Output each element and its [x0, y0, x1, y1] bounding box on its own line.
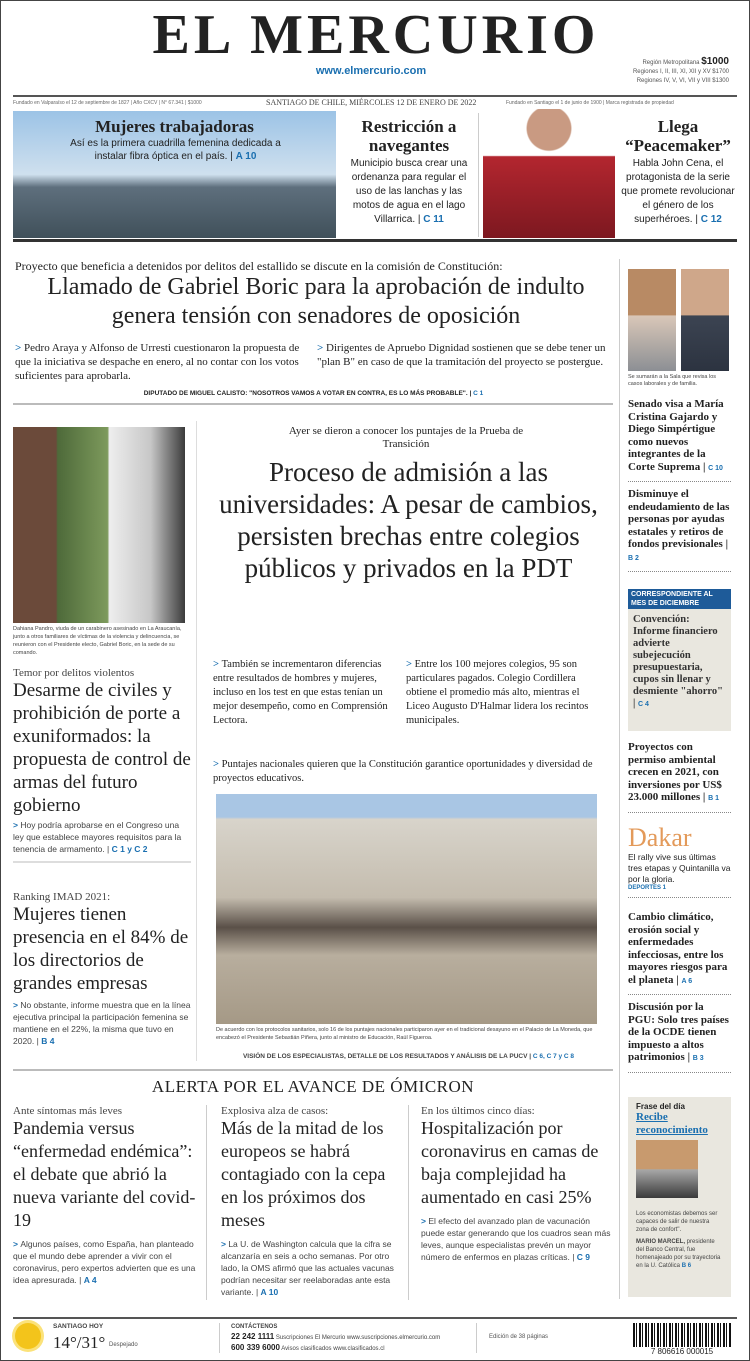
- phone-2-text: Avisos clasificados www.clasificados.cl: [281, 1346, 385, 1352]
- main-bullet-1: > También se incrementaron diferencias entre resultados de hombres y mujeres, incluso en los test en que estas tenían un mejor desempeño, como en Comprensión Lectora.: [213, 658, 403, 728]
- armas-text: > Hoy podría aprobarse en el Congreso una ley que establece mayores requisitos para la tenencia de armamento. | C 1 y C 2: [13, 819, 191, 855]
- boric-kicker: Proyecto que beneficia a detenidos por delitos del estallido se discute en la comisión de Constitución:: [15, 259, 503, 273]
- main-headline[interactable]: Proceso de admisión a las universidades: A pesar de cambios, persisten brechas entre colegios públicos y privados en la PDT: [219, 457, 598, 583]
- right-item-pgu[interactable]: Discusión por la PGU: Solo tres países de la OCDE tienen impuesto a altos patrimonios | B 3: [628, 995, 731, 1073]
- dakar-story[interactable]: [628, 824, 731, 898]
- price-label: Región Metropolitana: [642, 60, 700, 66]
- mujeres-kicker: Ranking IMAD 2021:: [13, 891, 111, 903]
- dakar-title: Dakar: [628, 823, 692, 852]
- contact-label: CONTÁCTENOS: [231, 1324, 278, 1330]
- boric-col2: > Dirigentes de Apruebo Dignidad sostienen que se debe tener un "plan B" en caso de que la tramitación del proyecto se postergue.: [317, 341, 612, 369]
- right-item-cambio-climatico[interactable]: Cambio climático, erosión social y enfermedades infecciosas, entre los mayores riesgos para el planeta | A 6: [628, 911, 731, 995]
- right-item-senado[interactable]: Senado visa a María Cristina Gajardo y Diego Simpértigue como nuevos integrantes de la Corte Suprema | C 10: [628, 398, 731, 482]
- phone-1-text: Suscripciones El Mercurio www.suscripciones.elmercurio.com: [275, 1335, 441, 1341]
- peacemaker-photo[interactable]: [483, 109, 615, 238]
- masthead-url[interactable]: www.elmercurio.com: [315, 65, 427, 77]
- price: $1000: [701, 56, 729, 67]
- boric-col1: > Pedro Araya y Alfonso de Urresti cuestionaron la propuesta de que la iniciativa se despache en enero, al no contar con los votos suficientes para aprobarla.: [15, 341, 310, 383]
- peacemaker-text: Habla John Cena, el protagonista de la serie que promete revolucionar el género de los superhéroes. | C 12: [621, 158, 735, 225]
- armas-title: Desarme de civiles y prohibición de porte a exuniformados: la propuesta de control de armas del futuro gobierno: [13, 680, 191, 816]
- frase-label: Frase del día: [636, 1102, 685, 1111]
- right-strip: Fundado en Santiago el 1 de junio de 1900 | Marca registrada de propiedad: [506, 100, 674, 106]
- marcel-photo: [636, 1140, 698, 1198]
- price-2: Regiones I, II, III, XI, XII y XV $1700: [632, 69, 729, 75]
- omicron-title-2: Más de la mitad de los europeos se habrá contagiado con la cepa en los próximos dos meses: [221, 1118, 386, 1230]
- frase-author: MARIO MARCEL, presidente del Banco Central, fue homenajeado por su trayectoria en la U. Católica B 6: [636, 1239, 721, 1269]
- armas-kicker: Temor por delitos violentos: [13, 667, 135, 679]
- left-strip: Fundado en Valparaíso el 12 de septiembre de 1827 | Año CXCV | N° 67.341 | $1000: [13, 100, 202, 106]
- right-item-endeudamiento[interactable]: Disminuye el endeudamiento de las personas por ayudas estatales y retiros de fondos previsionales | B 2: [628, 482, 731, 572]
- mujeres-text: > No obstante, informe muestra que en la línea ejecutiva principal la participación femenina se mantiene en el 22%, la misma que tuvo en 2020. | B 4: [13, 999, 191, 1047]
- omicron-kicker-1: Ante síntomas más leves: [13, 1105, 123, 1117]
- main-bullet-2: > Entre los 100 mejores colegios, 95 son particulares pagados. Colegio Cordillera obtiene el promedio más alto, mientras el Liceo Augusto D'Halmar lidera los recintos municipales.: [406, 658, 606, 728]
- main-kicker: Ayer se dieron a conocer los puntajes de la Prueba de Transición: [288, 425, 524, 450]
- main-bullet-3: > Puntajes nacionales quieren que la Constitución garantice oportunidades y diversidad de proyectos educativos.: [213, 758, 593, 786]
- right-news-list-2: [628, 911, 731, 1073]
- frase-del-dia-box[interactable]: [628, 1097, 731, 1297]
- omicron-banner: ALERTA POR EL AVANCE DE ÓMICRON: [151, 1077, 475, 1096]
- convencion-text: Convención: Informe financiero advierte subejecución presupuestaria, cupos sin llenar y desmiente "ahorro" | C 4: [633, 614, 723, 709]
- pages-count: Edición de 38 páginas: [489, 1334, 549, 1340]
- left-story-armas[interactable]: [13, 667, 191, 863]
- omicron-kicker-2: Explosiva alza de casos:: [221, 1105, 329, 1117]
- right-news-list: [628, 398, 731, 572]
- boats-title: Restricción a navegantes: [361, 117, 457, 155]
- price-box: [633, 57, 729, 86]
- sun-icon: [15, 1323, 41, 1349]
- judges-caption: Se sumarán a la Sala que revisa los casos laborales y de familia.: [628, 374, 717, 387]
- women-text: Así es la primera cuadrilla femenina dedicada a instalar fibra óptica en el país. | A 10: [70, 138, 281, 162]
- frase-quote: Los economistas debemos ser capaces de salir de nuestra zona de confort".: [636, 1211, 718, 1233]
- omicron-story-2[interactable]: [221, 1105, 404, 1298]
- boats-text: Municipio busca crear una ordenanza para regular el uso de las lanchas y las motos de agua en el lago Villarrica. | C 11: [350, 158, 468, 225]
- phone-2[interactable]: 600 339 6000: [231, 1343, 280, 1352]
- right-item-proyectos[interactable]: Proyectos con permiso ambiental crecen en 2021, con inversiones por US$ 23.000 millones | B 1: [628, 741, 731, 813]
- omicron-text-1: > Algunos países, como España, han planteado que el mundo debe aprender a vivir con el coronavirus, pero expertos advierten que es una idea apresurada. | A 4: [13, 1238, 203, 1286]
- barcode: [633, 1323, 731, 1347]
- convencion-label: CORRESPONDIENTE AL MES DE DICIEMBRE: [628, 589, 731, 609]
- women-workers-photo[interactable]: [13, 111, 336, 238]
- omicron-text-3: > El efecto del avanzado plan de vacunación puede estar generando que los cuadros sean más leves, aunque especialistas prevén un mayor número de enfermos en plazas críticas. | C 9: [421, 1215, 611, 1263]
- omicron-kicker-3: En los últimos cinco días:: [421, 1105, 535, 1117]
- contact-box: [231, 1322, 440, 1354]
- omicron-text-2: > La U. de Washington calcula que la cifra se alcanzaría en seis a ocho semanas. Por otro lado, la OMS afirmó que las actuales vacunas podrían necesitar ser reelaboradas ante esta variante. | A 10: [221, 1238, 404, 1298]
- victims-photo[interactable]: [13, 427, 185, 623]
- victims-caption: Dahiana Pandro, viuda de un carabinero asesinado en La Araucanía, junto a otros familiares de víctimas de la violencia y delincuencia, se reunieron con el Presidente electo, Gabriel Boric, en la sede de su comando.: [13, 626, 182, 656]
- phone-1[interactable]: 22 242 1111: [231, 1332, 275, 1341]
- weather-label: SANTIAGO HOY: [53, 1323, 104, 1330]
- main-footer[interactable]: VISIÓN DE LOS ESPECIALISTAS, DETALLE DE LOS RESULTADOS Y ANÁLISIS DE LA PUCV | C 6, C 7 y C 8: [242, 1053, 575, 1060]
- omicron-story-3[interactable]: [421, 1105, 611, 1263]
- dakar-ref[interactable]: DEPORTES 1: [628, 885, 667, 891]
- boric-quote: DIPUTADO DE MIGUEL CALISTO: "NOSOTROS VAMOS A VOTAR EN CONTRA, ES LO MÁS PROBABLE". | C 1: [143, 390, 484, 397]
- omicron-title-3: Hospitalización por coronavirus en camas de baja complejidad ha aumentado en casi 25%: [421, 1118, 599, 1207]
- omicron-title-1: Pandemia versus “enfermedad endémica”: el debate que abrió la nueva variante del covid-19: [13, 1118, 196, 1230]
- judge-photo-1[interactable]: [628, 269, 676, 371]
- moneda-caption: De acuerdo con los protocolos sanitarios, solo 16 de los puntajes nacionales participaron ayer en el tradicional desayuno en el Palacio de La Moneda, que encabezó el Presidente Sebastián Piñera, junto al ministro de Educación, Raúl Figueroa.: [216, 1027, 593, 1041]
- barcode-number: 7 806616 000015: [633, 1347, 731, 1356]
- convencion-box[interactable]: [628, 589, 731, 731]
- judge-photo-2[interactable]: [681, 269, 729, 371]
- left-story-mujeres[interactable]: [13, 891, 191, 1047]
- weather-state: Despejado: [109, 1342, 138, 1348]
- women-title: Mujeres trabajadoras: [95, 117, 254, 136]
- boats-story[interactable]: [343, 117, 475, 227]
- peacemaker-story[interactable]: [617, 117, 739, 227]
- price-3: Regiones IV, V, VI, VII y VIII $1300: [636, 78, 729, 84]
- dakar-text: El rally vive sus últimas tres etapas y Quintanilla va por la gloria.: [628, 852, 731, 884]
- weather-temp: 14°/31°: [53, 1333, 106, 1352]
- omicron-story-1[interactable]: [13, 1105, 203, 1286]
- masthead-rule: [13, 95, 737, 97]
- mujeres-title: Mujeres tienen presencia en el 84% de los directorios de grandes empresas: [13, 904, 189, 994]
- moneda-photo[interactable]: [216, 794, 597, 1024]
- frase-title: Recibe reconocimiento: [636, 1111, 708, 1136]
- dateline: SANTIAGO DE CHILE, MIÉRCOLES 12 DE ENERO DE 2022: [266, 98, 477, 107]
- masthead-title: EL MERCURIO: [152, 4, 600, 66]
- boric-headline[interactable]: Llamado de Gabriel Boric para la aprobación de indulto genera tensión con senadores de oposición: [47, 274, 585, 329]
- peacemaker-title: Llega “Peacemaker”: [625, 117, 731, 155]
